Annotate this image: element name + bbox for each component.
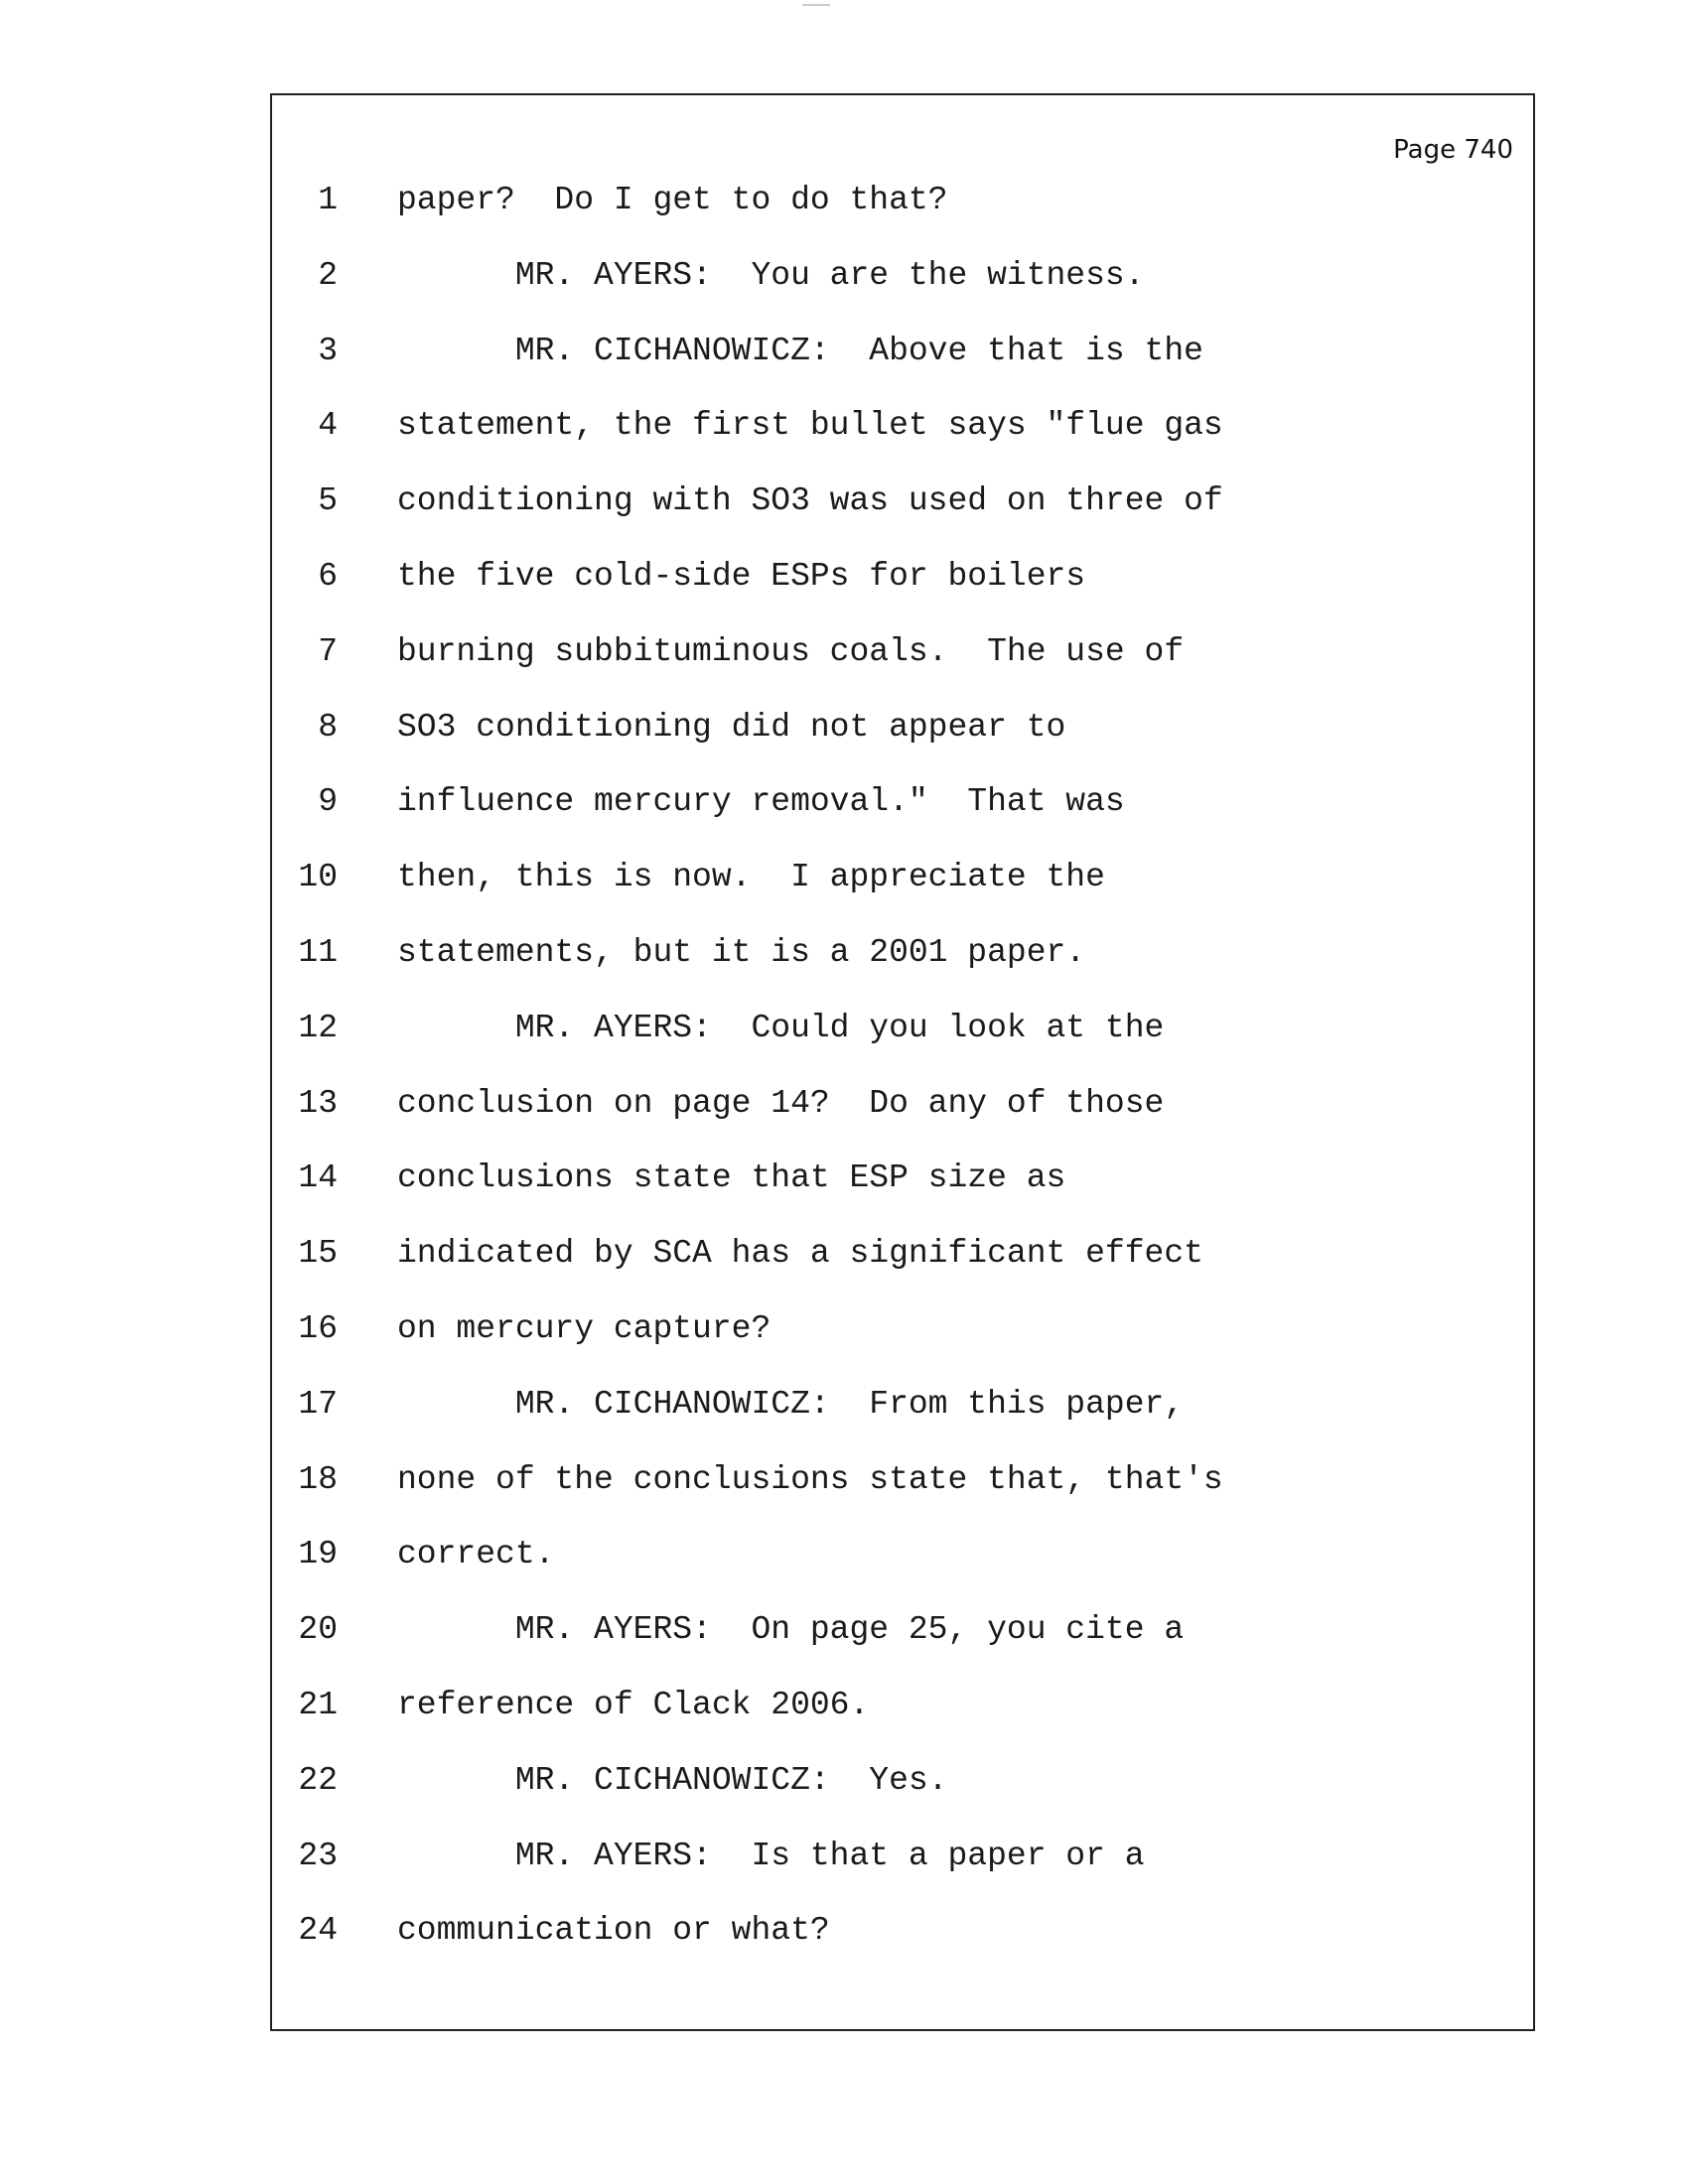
line-text: MR. AYERS: On page 25, you cite a xyxy=(397,1611,1185,1649)
line-number: 4 xyxy=(318,407,338,445)
transcript-line xyxy=(272,1292,1533,1367)
line-text: MR. AYERS: Could you look at the xyxy=(397,1009,1165,1046)
transcript-body xyxy=(272,163,1533,1969)
transcript-line xyxy=(272,1819,1533,1894)
line-text: paper? Do I get to do that? xyxy=(397,182,948,218)
line-number: 17 xyxy=(298,1385,338,1423)
line-number: 6 xyxy=(318,557,338,595)
line-number: 13 xyxy=(298,1084,338,1122)
transcript-line xyxy=(272,1517,1533,1592)
transcript-line xyxy=(272,1216,1533,1292)
transcript-line xyxy=(272,690,1533,765)
scan-artifact xyxy=(802,4,830,6)
transcript-line xyxy=(272,314,1533,389)
line-number: 1 xyxy=(318,182,338,218)
line-text: communication or what? xyxy=(397,1912,830,1950)
line-number: 22 xyxy=(298,1761,338,1799)
line-number: 15 xyxy=(298,1235,338,1273)
line-text: correct. xyxy=(397,1536,555,1573)
transcript-line xyxy=(272,1066,1533,1142)
transcript-line xyxy=(272,163,1533,238)
line-text: indicated by SCA has a significant effect xyxy=(397,1235,1203,1273)
transcript-line xyxy=(272,539,1533,614)
line-text: SO3 conditioning did not appear to xyxy=(397,708,1066,746)
line-number: 8 xyxy=(318,708,338,746)
line-text: reference of Clack 2006. xyxy=(397,1686,870,1723)
line-text: MR. CICHANOWICZ: Above that is the xyxy=(397,332,1203,369)
transcript-line xyxy=(272,991,1533,1066)
line-number: 16 xyxy=(298,1309,338,1347)
page-number: Page 740 xyxy=(1393,135,1513,165)
transcript-line xyxy=(272,764,1533,840)
line-number: 23 xyxy=(298,1837,338,1874)
line-text: conclusions state that ESP size as xyxy=(397,1160,1066,1197)
line-number: 19 xyxy=(298,1536,338,1573)
line-number: 5 xyxy=(318,482,338,520)
transcript-line xyxy=(272,1668,1533,1743)
transcript-line xyxy=(272,1442,1533,1518)
line-number: 12 xyxy=(298,1009,338,1046)
line-number: 11 xyxy=(298,933,338,971)
line-number: 18 xyxy=(298,1460,338,1498)
transcript-line xyxy=(272,1592,1533,1668)
line-text: MR. AYERS: You are the witness. xyxy=(397,256,1145,294)
line-text: the five cold-side ESPs for boilers xyxy=(397,557,1086,595)
transcript-line xyxy=(272,238,1533,314)
transcript-line xyxy=(272,614,1533,690)
transcript-line xyxy=(272,1367,1533,1442)
line-text: none of the conclusions state that, that's xyxy=(397,1460,1223,1498)
line-number: 3 xyxy=(318,332,338,369)
transcript-line xyxy=(272,388,1533,464)
line-text: MR. CICHANOWICZ: From this paper, xyxy=(397,1385,1185,1423)
transcript-line xyxy=(272,1141,1533,1216)
transcript-page xyxy=(270,93,1535,2031)
line-number: 24 xyxy=(298,1912,338,1950)
line-text: MR. CICHANOWICZ: Yes. xyxy=(397,1761,948,1799)
line-text: MR. AYERS: Is that a paper or a xyxy=(397,1837,1145,1874)
line-text: burning subbituminous coals. The use of xyxy=(397,632,1185,670)
transcript-line xyxy=(272,1743,1533,1819)
line-text: influence mercury removal." That was xyxy=(397,783,1125,821)
line-number: 9 xyxy=(318,783,338,821)
line-text: on mercury capture? xyxy=(397,1309,772,1347)
transcript-line xyxy=(272,1893,1533,1969)
transcript-line xyxy=(272,840,1533,915)
line-number: 21 xyxy=(298,1686,338,1723)
line-text: statement, the first bullet says "flue gas xyxy=(397,407,1223,445)
line-text: statements, but it is a 2001 paper. xyxy=(397,933,1086,971)
line-number: 10 xyxy=(298,859,338,896)
line-number: 2 xyxy=(318,256,338,294)
transcript-line xyxy=(272,915,1533,991)
transcript-line xyxy=(272,464,1533,539)
line-number: 14 xyxy=(298,1160,338,1197)
line-text: conclusion on page 14? Do any of those xyxy=(397,1084,1165,1122)
line-number: 20 xyxy=(298,1611,338,1649)
line-text: conditioning with SO3 was used on three of xyxy=(397,482,1223,520)
line-text: then, this is now. I appreciate the xyxy=(397,859,1105,896)
line-number: 7 xyxy=(318,632,338,670)
